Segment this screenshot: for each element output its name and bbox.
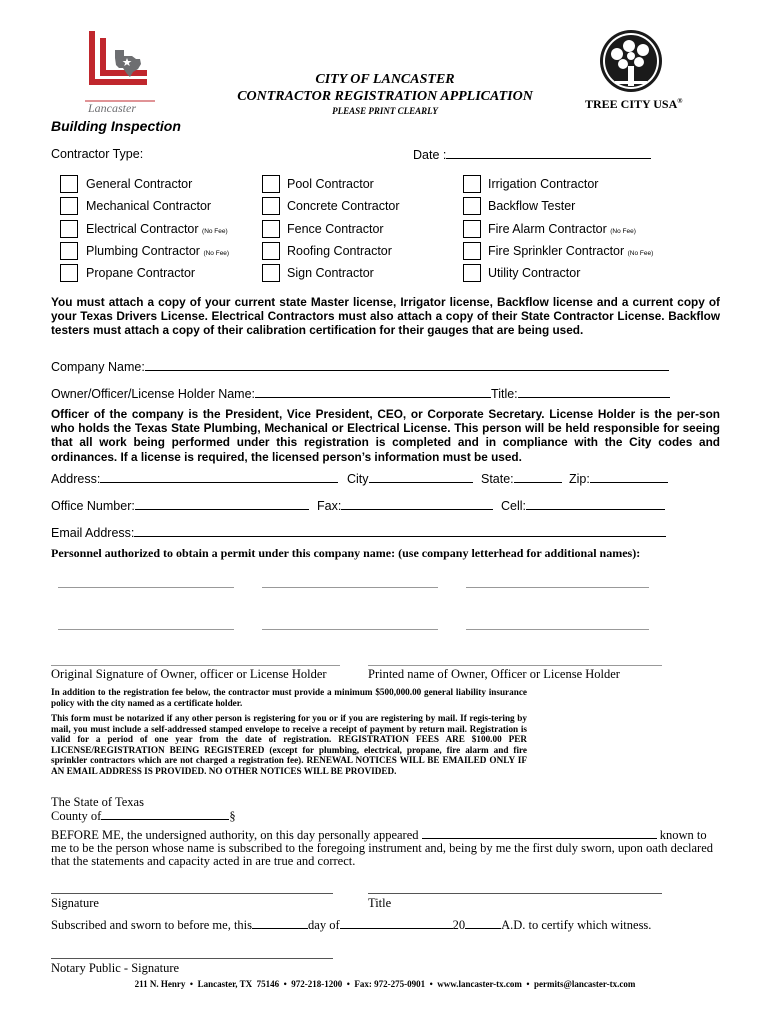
company-name-line[interactable] — [145, 359, 669, 371]
title-line[interactable] — [518, 386, 670, 398]
option-electrical-contractor: Electrical Contractor (No Fee) — [86, 222, 228, 236]
appeared-name-line[interactable] — [422, 827, 657, 839]
address-row — [51, 471, 338, 486]
zip-field[interactable] — [569, 471, 668, 486]
option-backflow-tester: Backflow Tester — [488, 199, 576, 213]
personnel-line[interactable] — [466, 587, 649, 588]
personnel-heading: Personnel authorized to obtain a permit under this company name: (use company letterhead for additional names): — [51, 546, 641, 560]
year-prefix: 20 — [452, 918, 466, 932]
notary-public-signature-line[interactable] — [51, 958, 333, 959]
personnel-line[interactable] — [262, 629, 438, 630]
company-name-field[interactable] — [51, 359, 669, 374]
day-line[interactable] — [252, 917, 308, 929]
no-fee-note: (No Fee) — [627, 250, 654, 257]
original-signature-line[interactable] — [51, 665, 340, 666]
footer-contact: 211 N. Henry • Lancaster, TX 75146 • 972-218-1200 • Fax: 972-275-0901 • www.lancaster-tx.com • permits@lancaster-tx.com — [134, 979, 636, 989]
office-number-label: Office Number: — [51, 499, 135, 513]
owner-name-line[interactable] — [255, 386, 491, 398]
option-fire-sprinkler-contractor: Fire Sprinkler Contractor (No Fee) — [488, 244, 654, 258]
option-fence-contractor: Fence Contractor — [287, 222, 384, 236]
address-line[interactable] — [100, 471, 338, 483]
tree-city-label: TREE CITY USA — [585, 97, 678, 111]
option-roofing-contractor: Roofing Contractor — [287, 244, 392, 258]
cell-label: Cell: — [501, 499, 527, 513]
office-number-line[interactable] — [135, 498, 309, 510]
form-title-application: CONTRACTOR REGISTRATION APPLICATION — [237, 89, 533, 104]
tree-icon — [585, 26, 680, 98]
notary-title-label: Title — [368, 896, 392, 910]
state-label: State: — [481, 472, 514, 486]
printed-name-label: Printed name of Owner, Officer or License Holder — [368, 667, 620, 681]
notary-signature-line[interactable] — [51, 893, 333, 894]
form-title-print-clearly: PLEASE PRINT CLEARLY — [332, 106, 438, 116]
office-number-field[interactable] — [51, 498, 309, 513]
option-concrete-contractor: Concrete Contractor — [287, 199, 400, 213]
city-line[interactable] — [369, 471, 473, 483]
contractor-type-label: Contractor Type: — [51, 147, 144, 161]
tree-city-usa-logo — [585, 26, 683, 118]
fax-label: Fax: — [317, 499, 342, 513]
date-line[interactable] — [446, 147, 651, 159]
day-of-text: day of — [308, 918, 340, 932]
company-name-label: Company Name: — [51, 360, 145, 374]
checkbox-roofing-contractor[interactable] — [262, 242, 280, 260]
option-utility-contractor: Utility Contractor — [488, 266, 581, 280]
city-label: City — [347, 472, 369, 486]
fax-line[interactable] — [341, 498, 493, 510]
personnel-line[interactable] — [58, 629, 234, 630]
checkbox-utility-contractor[interactable] — [463, 264, 481, 282]
original-signature-label: Original Signature of Owner, officer or License Holder — [51, 667, 327, 681]
month-line[interactable] — [340, 917, 453, 929]
no-fee-note: (No Fee) — [202, 228, 228, 235]
known-to-text: known to — [659, 828, 707, 842]
date-label: Date : — [413, 148, 447, 162]
witness-text: A.D. to certify which witness. — [501, 918, 652, 932]
checkbox-general-contractor[interactable] — [60, 175, 78, 193]
notary-title-line[interactable] — [368, 893, 662, 894]
form-title-city: CITY OF LANCASTER — [315, 72, 455, 87]
notary-line3: that the statements and capacity acted in are true and correct. — [51, 854, 356, 868]
insurance-notice: In addition to the registration fee below, the contractor must provide a minimum $500,000.00 general liability insurance policy with the city named as a certificate holder. — [51, 687, 527, 708]
checkbox-fire-alarm-contractor[interactable] — [463, 220, 481, 238]
option-plumbing-contractor: Plumbing Contractor (No Fee) — [86, 244, 230, 258]
option-pool-contractor: Pool Contractor — [287, 177, 374, 191]
before-me-text: BEFORE ME, the undersigned authority, on this day personally appeared — [51, 828, 419, 842]
option-propane-contractor: Propane Contractor — [86, 266, 196, 280]
notary-line2: me to be the person whose name is subscribed to the foregoing instrument and, being by me the first duly sworn, upon oath declared — [51, 841, 713, 855]
owner-name-field[interactable] — [51, 386, 670, 401]
checkbox-concrete-contractor[interactable] — [262, 197, 280, 215]
section-symbol: § — [229, 809, 236, 823]
no-fee-note: (No Fee) — [203, 250, 230, 257]
subscribed-sworn — [51, 917, 651, 933]
checkbox-electrical-contractor[interactable] — [60, 220, 78, 238]
county-label: County of — [51, 809, 102, 823]
cell-line[interactable] — [526, 498, 665, 510]
option-general-contractor: General Contractor — [86, 177, 193, 191]
checkbox-fence-contractor[interactable] — [262, 220, 280, 238]
checkbox-backflow-tester[interactable] — [463, 197, 481, 215]
option-fire-alarm-contractor: Fire Alarm Contractor (No Fee) — [488, 222, 636, 236]
registered-mark: ® — [677, 97, 683, 105]
email-label: Email Address: — [51, 526, 135, 540]
notary-public-signature-label: Notary Public - Signature — [51, 961, 180, 975]
checkbox-plumbing-contractor[interactable] — [60, 242, 78, 260]
personnel-line[interactable] — [262, 587, 438, 588]
state-line[interactable] — [514, 471, 562, 483]
zip-line[interactable] — [590, 471, 668, 483]
logo-text: Lancaster — [88, 101, 136, 115]
printed-name-line[interactable] — [368, 665, 662, 666]
owner-name-label: Owner/Officer/License Holder Name: — [51, 387, 256, 401]
date-field[interactable] — [413, 147, 651, 162]
notary-signature-label: Signature — [51, 896, 99, 910]
email-line[interactable] — [134, 525, 666, 537]
city-field[interactable] — [347, 471, 473, 486]
checkbox-mechanical-contractor[interactable] — [60, 197, 78, 215]
checkbox-pool-contractor[interactable] — [262, 175, 280, 193]
option-irrigation-contractor: Irrigation Contractor — [488, 177, 599, 191]
notary-county-field[interactable] — [51, 808, 236, 824]
personnel-line[interactable] — [466, 629, 649, 630]
checkbox-irrigation-contractor[interactable] — [463, 175, 481, 193]
year-line[interactable] — [465, 917, 501, 929]
checkbox-propane-contractor[interactable] — [60, 264, 78, 282]
officer-notice: Officer of the company is the President, Vice President, CEO, or Corporate Secretary. License Holder is the per-son who holds the Texas State Plumbing, Mechanical or Electrical License. This person will be held responsible for seeing that all work being performed under this registration is completed and in compliance with the City codes and ordinances. If a license is required, the licensed person’s information must be used. — [51, 407, 720, 464]
tree-city-text — [585, 97, 683, 112]
email-field[interactable] — [51, 525, 666, 540]
option-sign-contractor: Sign Contractor — [287, 266, 374, 280]
address-label: Address: — [51, 472, 101, 486]
option-mechanical-contractor: Mechanical Contractor — [86, 199, 212, 213]
fax-field[interactable] — [317, 498, 493, 513]
personnel-line[interactable] — [58, 587, 234, 588]
checkbox-fire-sprinkler-contractor[interactable] — [463, 242, 481, 260]
title-label: Title: — [491, 387, 518, 401]
county-line[interactable] — [101, 808, 229, 820]
checkbox-sign-contractor[interactable] — [262, 264, 280, 282]
no-fee-note: (No Fee) — [610, 228, 636, 235]
license-notice: You must attach a copy of your current state Master license, Irrigator license, Backflow license and a current copy of your Texas Drivers License. Electrical Contractors must also attach a copy of their State Contractor License. Backflow testers must attach a copy of their calibration certification for their gauges that are being used. — [51, 295, 720, 338]
cell-field[interactable] — [501, 498, 665, 513]
notarize-notice: This form must be notarized if any other person is registering for you or if you are registering by mail. If regis-tering by mail, you must include a self-addressed stamped envelope to receive a receipt of payment by return mail. Registration is valid for a period of one year from the date of registration. REGISTRATION FEES ARE $100.00 PER LICENSE/REGISTRATION BEING REGISTERED (except for plumbing, electrical, propane, fire alarm and fire sprinkler contractors which are not charged a registration fee). RENEWAL NOTICES WILL BE EMAILED ONLY IF AN EMAIL ADDRESS IS PROVIDED. NO OTHER NOTICES WILL BE PROVIDED. — [51, 713, 527, 776]
department-name: Building Inspection — [51, 118, 181, 134]
state-field[interactable] — [481, 471, 562, 486]
zip-label: Zip: — [569, 472, 590, 486]
notary-state: The State of Texas — [51, 795, 144, 809]
subscribed-text: Subscribed and sworn to before me, this — [51, 918, 253, 932]
